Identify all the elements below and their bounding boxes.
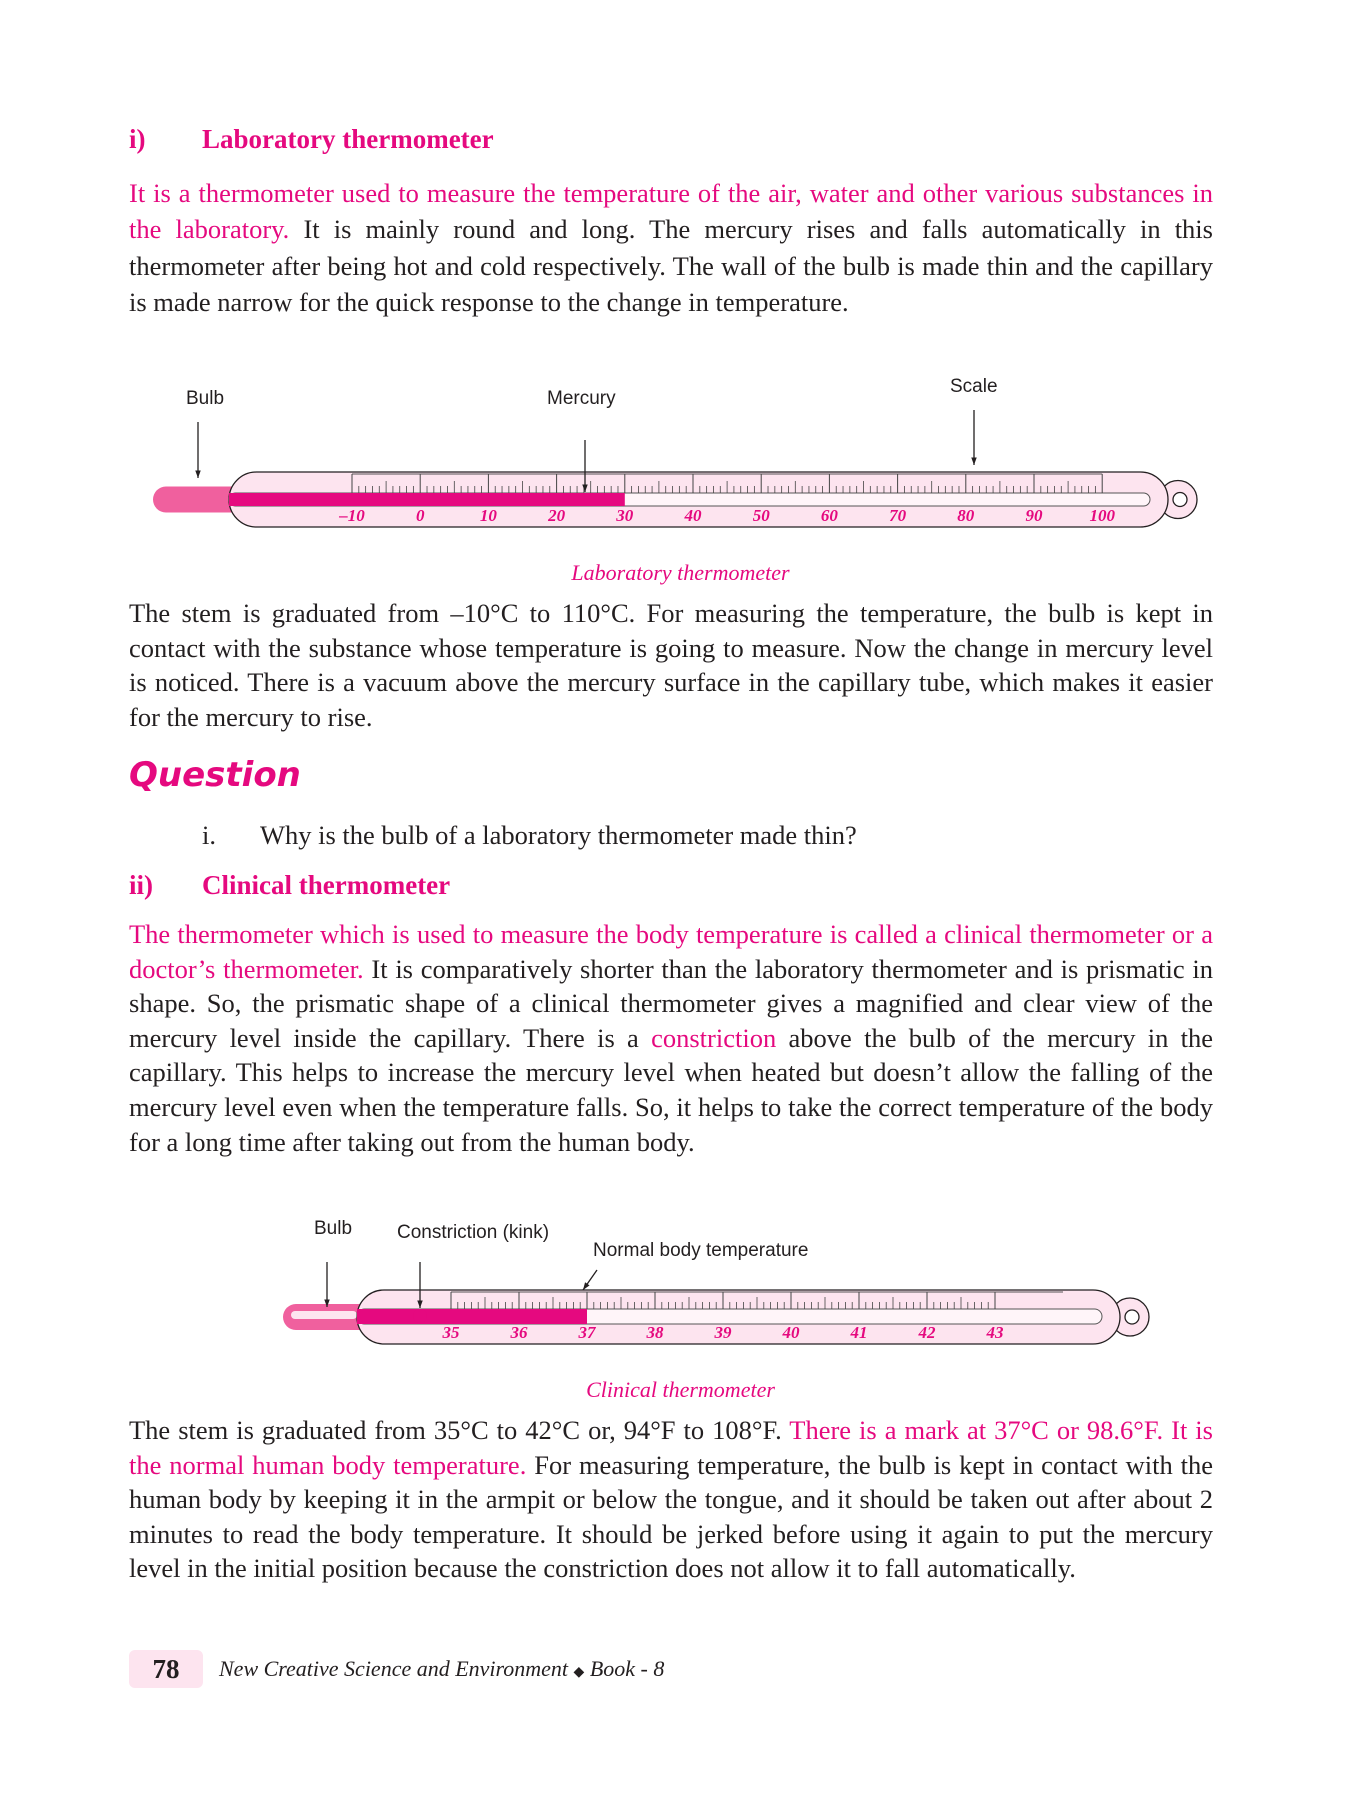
scale-label: 100 <box>1089 506 1115 525</box>
scale-label: 50 <box>752 506 770 525</box>
ring-hole <box>1125 1310 1139 1324</box>
question-text: Why is the bulb of a laboratory thermometer made thin? <box>260 820 857 850</box>
section-number: i) <box>129 124 146 154</box>
paragraph-lab-stem: The stem is graduated from –10°C to 110°C. For measuring the temperature, the bulb is kept in contact with the substance whose temperature is going to measure. Now the change in mercury level is noticed. There is a vacuum above the mercury surface in the capillary tube, which makes it easier for the mercury to rise. <box>129 598 1213 732</box>
page-footer <box>129 1650 664 1688</box>
constriction-kink <box>413 1309 427 1323</box>
body-text: above the bulb of the mercury in the capillary. This helps to increase the mercury level when heated but doesn’t allow the falling of the mercury level even when the temperature falls. So, it helps to take the correct temperature of the body for a long time after taking out from the human body. <box>129 1022 1214 1157</box>
label-normal-body-temperature: Normal body temperature <box>593 1240 809 1261</box>
body-text: For measuring temperature, the bulb is kept in contact with the human body by keeping it in the armpit or below the tongue, and it should be taken out after about 2 minutes to read the body temperature. It should be jerked before using it again to put the mercury level in the initial position because the constriction does not allow it to fall automatically. <box>129 1449 1213 1584</box>
scale-label: 39 <box>714 1323 732 1342</box>
label-bulb: Bulb <box>186 388 225 409</box>
label-scale: Scale <box>950 376 998 397</box>
scale-label: 35 <box>442 1323 460 1342</box>
body-text: The stem is graduated from 35°C to 42°C or, 94°F to 108°F. <box>129 1415 790 1445</box>
scale-label: 70 <box>889 506 907 525</box>
diamond-separator-icon: ◆ <box>573 1665 585 1680</box>
highlight-text: There is a mark at 37°C or 98.6°F. It is the normal human body temperature. <box>129 1415 1213 1480</box>
scale-label: 36 <box>510 1323 528 1342</box>
mercury-column <box>357 1309 587 1324</box>
caption-laboratory: Laboratory thermometer <box>571 560 790 585</box>
scale-label: 43 <box>986 1323 1004 1342</box>
scale-label: 38 <box>646 1323 664 1342</box>
scale-label: –10 <box>339 506 365 525</box>
label-mercury: Mercury <box>547 388 616 409</box>
scale-label: 40 <box>684 506 702 525</box>
scale-label: 20 <box>548 506 566 525</box>
scale-label: 0 <box>415 506 425 525</box>
scale-label: 30 <box>616 506 634 525</box>
section-number: ii) <box>129 870 153 900</box>
section-title: Clinical thermometer <box>202 870 451 900</box>
definition-text: The thermometer which is used to measure the body temperature is called a clinical thermometer or a doctor’s thermometer. <box>129 919 1213 984</box>
scale-label: 41 <box>850 1323 868 1342</box>
highlight-term: constriction <box>651 1022 777 1053</box>
scale-label: 42 <box>918 1323 936 1342</box>
page-number: 78 <box>129 1650 203 1688</box>
question-heading: Question <box>129 755 301 795</box>
paragraph-clinical-stem <box>129 1413 1213 1586</box>
label-bulb: Bulb <box>314 1218 353 1239</box>
body-text: It is comparatively shorter than the laboratory thermometer and is prismatic in shape. So, the prismatic shape of a clinical thermometer gives a magnified and clear view of the mercury level inside the capillary. There is a <box>129 953 1214 1053</box>
label-constriction: Constriction (kink) <box>397 1222 550 1243</box>
scale-label: 80 <box>957 506 975 525</box>
book-number: Book - 8 <box>589 1656 665 1681</box>
arrow-head-icon <box>583 1282 590 1290</box>
body-text: It is mainly round and long. The mercury rises and falls automatically in this thermometer after being hot and cold respectively. The wall of the bulb is made thin and the capillary is made narrow for the quick response to the change in temperature. <box>129 214 1213 317</box>
scale-label: 40 <box>782 1323 800 1342</box>
caption-clinical: Clinical thermometer <box>586 1377 775 1402</box>
book-name: New Creative Science and Environment <box>219 1656 569 1681</box>
scale-label: 60 <box>820 506 838 525</box>
scale-label: 90 <box>1025 506 1043 525</box>
bulb-highlight <box>291 1311 357 1319</box>
definition-text: It is a thermometer used to measure the temperature of the air, water and other various substances in the laboratory. <box>129 178 1213 245</box>
book-title <box>219 1656 664 1682</box>
scale-label: 37 <box>578 1323 596 1342</box>
section-title: Laboratory thermometer <box>202 124 494 154</box>
question-number: i. <box>202 820 216 850</box>
scale-label: 10 <box>479 506 497 525</box>
